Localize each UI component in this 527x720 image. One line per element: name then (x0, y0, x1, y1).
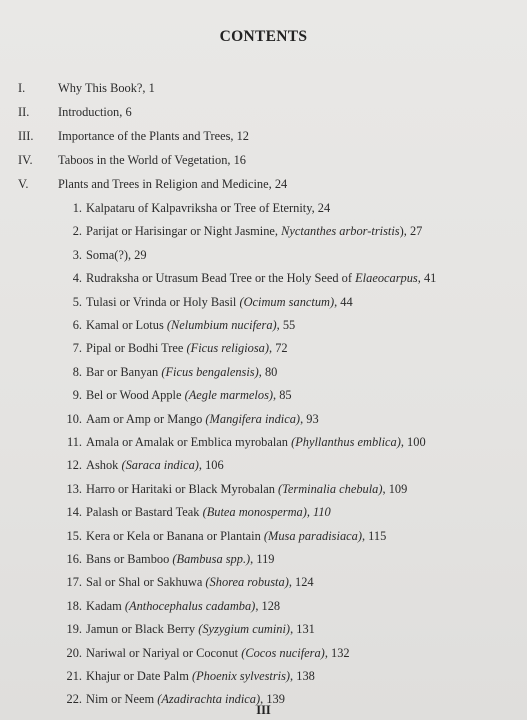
subsection-botanical-name: (Cocos nucifera) (241, 645, 325, 660)
subsection-common-name: Amala or Amalak or Emblica myrobalan (86, 435, 292, 449)
subsection-botanical-name: (Nelumbium nucifera) (166, 318, 277, 332)
subsection-page-ref: , 109 (382, 481, 408, 496)
subsection-common-name: Kamal or Lotus (86, 318, 167, 332)
subsection-title (86, 364, 277, 380)
subsection-common-name: Kalpataru of Kalpavriksha or Tree of Eternity, 24 (86, 201, 331, 215)
subsection-common-name: Soma(?), 29 (86, 247, 147, 262)
subsection-title (86, 504, 331, 520)
subsection-number: 22. (66, 692, 82, 707)
subsection-botanical-name: (Ficus bengalensis) (161, 364, 259, 379)
subsection-page-ref: , 124 (288, 575, 314, 590)
subsection-common-name: Tulasi or Vrinda or Holy Basil (86, 294, 240, 309)
subsection-number: 6. (72, 318, 82, 332)
chapter-numeral: V. (18, 177, 29, 191)
chapter-title: Plants and Trees in Religion and Medicine, 24 (58, 177, 288, 191)
subsection-title (86, 621, 315, 637)
subsection-title (86, 317, 295, 333)
subsection-title (86, 200, 330, 216)
subsection-common-name: Harro or Haritaki or Black Myrobalan (86, 481, 278, 496)
subsection-number: 5. (72, 294, 82, 309)
chapter-numeral: I. (18, 81, 26, 95)
subsection-botanical-name: (Phoenix sylvestris) (191, 669, 291, 683)
subsection-page-ref: , 93 (300, 411, 319, 426)
chapter-numeral: III. (18, 129, 34, 143)
subsection-number: 19. (66, 622, 82, 637)
subsection-page-ref: , 44 (334, 294, 353, 309)
subsection-botanical-name: (Saraca indica) (121, 458, 199, 473)
subsection-botanical-name: (Anthocephalus cadamba) (124, 598, 256, 613)
subsection-botanical-name: (Mangifera indica) (205, 411, 301, 426)
subsection-title (86, 528, 386, 544)
subsection-number: 1. (72, 201, 82, 215)
subsection-page-ref: , 85 (273, 388, 292, 403)
subsection-title (86, 457, 224, 473)
subsection-title (86, 551, 275, 567)
subsection-title (86, 668, 315, 684)
subsection-common-name: Sal or Shal or Sakhuwa (86, 575, 206, 590)
subsection-number: 10. (66, 411, 82, 426)
subsection-page-ref: , 106 (198, 458, 224, 473)
subsection-title (86, 481, 407, 497)
subsection-common-name: Khajur or Date Palm (86, 669, 192, 683)
subsection-page-ref: , 100 (400, 435, 426, 449)
subsection-number: 7. (72, 341, 82, 356)
chapter-numeral: II. (18, 105, 30, 119)
chapter-title: Introduction, 6 (58, 105, 132, 119)
subsection-page-ref: , 131 (290, 622, 315, 637)
subsection-botanical-name: (Musa paradisiaca) (263, 528, 362, 543)
subsection-botanical-name: (Phyllanthus emblica) (291, 435, 401, 449)
subsection-botanical-name: (Butea monosperma), 110 (202, 505, 331, 520)
subsection-botanical-name: Nyctanthes arbor-tristis (281, 224, 400, 239)
subsection-number: 8. (72, 364, 82, 379)
subsection-title (86, 645, 350, 661)
subsection-number: 3. (72, 247, 82, 262)
subsection-title (86, 411, 319, 427)
subsection-number: 4. (72, 271, 82, 286)
subsection-botanical-name: (Ficus religiosa) (186, 341, 269, 356)
subsection-page-ref: , 72 (269, 341, 288, 356)
subsection-page-ref: , 139 (260, 692, 285, 707)
subsection-common-name: Pipal or Bodhi Tree (86, 341, 187, 356)
subsection-number: 2. (72, 224, 82, 239)
subsection-common-name: Bar or Banyan (86, 364, 162, 379)
subsection-number: 20. (66, 645, 82, 660)
subsection-number: 18. (66, 598, 82, 613)
subsection-title (86, 434, 426, 450)
subsection-page-ref: ), 27 (399, 224, 423, 239)
subsection-title (86, 223, 422, 239)
subsection-title (86, 387, 292, 403)
subsection-title (86, 340, 288, 356)
subsection-common-name: Kera or Kela or Banana or Plantain (86, 528, 264, 543)
subsection-common-name: Rudraksha or Utrasum Bead Tree or the Holy Seed of (86, 271, 356, 286)
subsection-common-name: Parijat or Harisingar or Night Jasmine, (86, 224, 282, 239)
subsection-common-name: Kadam (86, 598, 125, 613)
subsection-common-name: Bel or Wood Apple (86, 388, 185, 403)
subsection-botanical-name: (Azadirachta indica) (157, 692, 261, 707)
subsection-botanical-name: (Aegle marmelos) (184, 388, 274, 403)
subsection-common-name: Jamun or Black Berry (86, 622, 199, 637)
page-number: III (256, 703, 271, 717)
subsection-number: 14. (66, 505, 82, 520)
chapter-title: Taboos in the World of Vegetation, 16 (58, 153, 246, 167)
subsection-botanical-name: (Syzygium cumini) (198, 622, 291, 637)
chapter-title: Why This Book?, 1 (58, 81, 155, 95)
subsection-title (86, 270, 436, 286)
subsection-title (86, 247, 147, 263)
subsection-common-name: Bans or Bamboo (86, 552, 173, 566)
subsection-page-ref: , 128 (255, 598, 281, 613)
subsection-botanical-name: (Ocimum sanctum) (239, 294, 335, 309)
subsection-page-ref: , 138 (290, 669, 315, 683)
subsection-number: 16. (66, 552, 82, 566)
subsection-page-ref: , 80 (258, 364, 278, 379)
chapter-title: Importance of the Plants and Trees, 12 (58, 129, 249, 143)
subsection-botanical-name: (Shorea robusta) (205, 575, 289, 590)
subsection-common-name: Palash or Bastard Teak (86, 505, 203, 520)
subsection-common-name: Nariwal or Nariyal or Coconut (86, 645, 242, 660)
subsection-common-name: Ashok (86, 458, 122, 473)
subsection-botanical-name: Elaeocarpus (355, 271, 418, 286)
subsection-number: 9. (72, 388, 82, 403)
subsection-title (86, 574, 314, 590)
subsection-botanical-name: (Terminalia chebula) (278, 481, 383, 496)
subsection-page-ref: , 115 (361, 528, 387, 543)
page-title: CONTENTS (219, 28, 308, 45)
subsection-page-ref: , 132 (324, 645, 350, 660)
subsection-title (86, 598, 280, 614)
subsection-number: 12. (66, 458, 82, 473)
subsection-page-ref: , 41 (417, 271, 437, 286)
chapter-numeral: IV. (18, 153, 33, 167)
subsection-common-name: Nim or Neem (86, 692, 158, 707)
subsection-title (86, 294, 353, 310)
subsection-number: 17. (66, 575, 82, 590)
subsection-number: 13. (66, 481, 82, 496)
subsection-number: 15. (66, 528, 82, 543)
subsection-page-ref: , 119 (250, 552, 275, 566)
subsection-botanical-name: (Bambusa spp.) (172, 552, 251, 566)
subsection-page-ref: , 55 (276, 318, 296, 332)
subsection-number: 21. (66, 669, 82, 683)
subsection-number: 11. (66, 435, 82, 449)
subsection-common-name: Aam or Amp or Mango (86, 411, 206, 426)
